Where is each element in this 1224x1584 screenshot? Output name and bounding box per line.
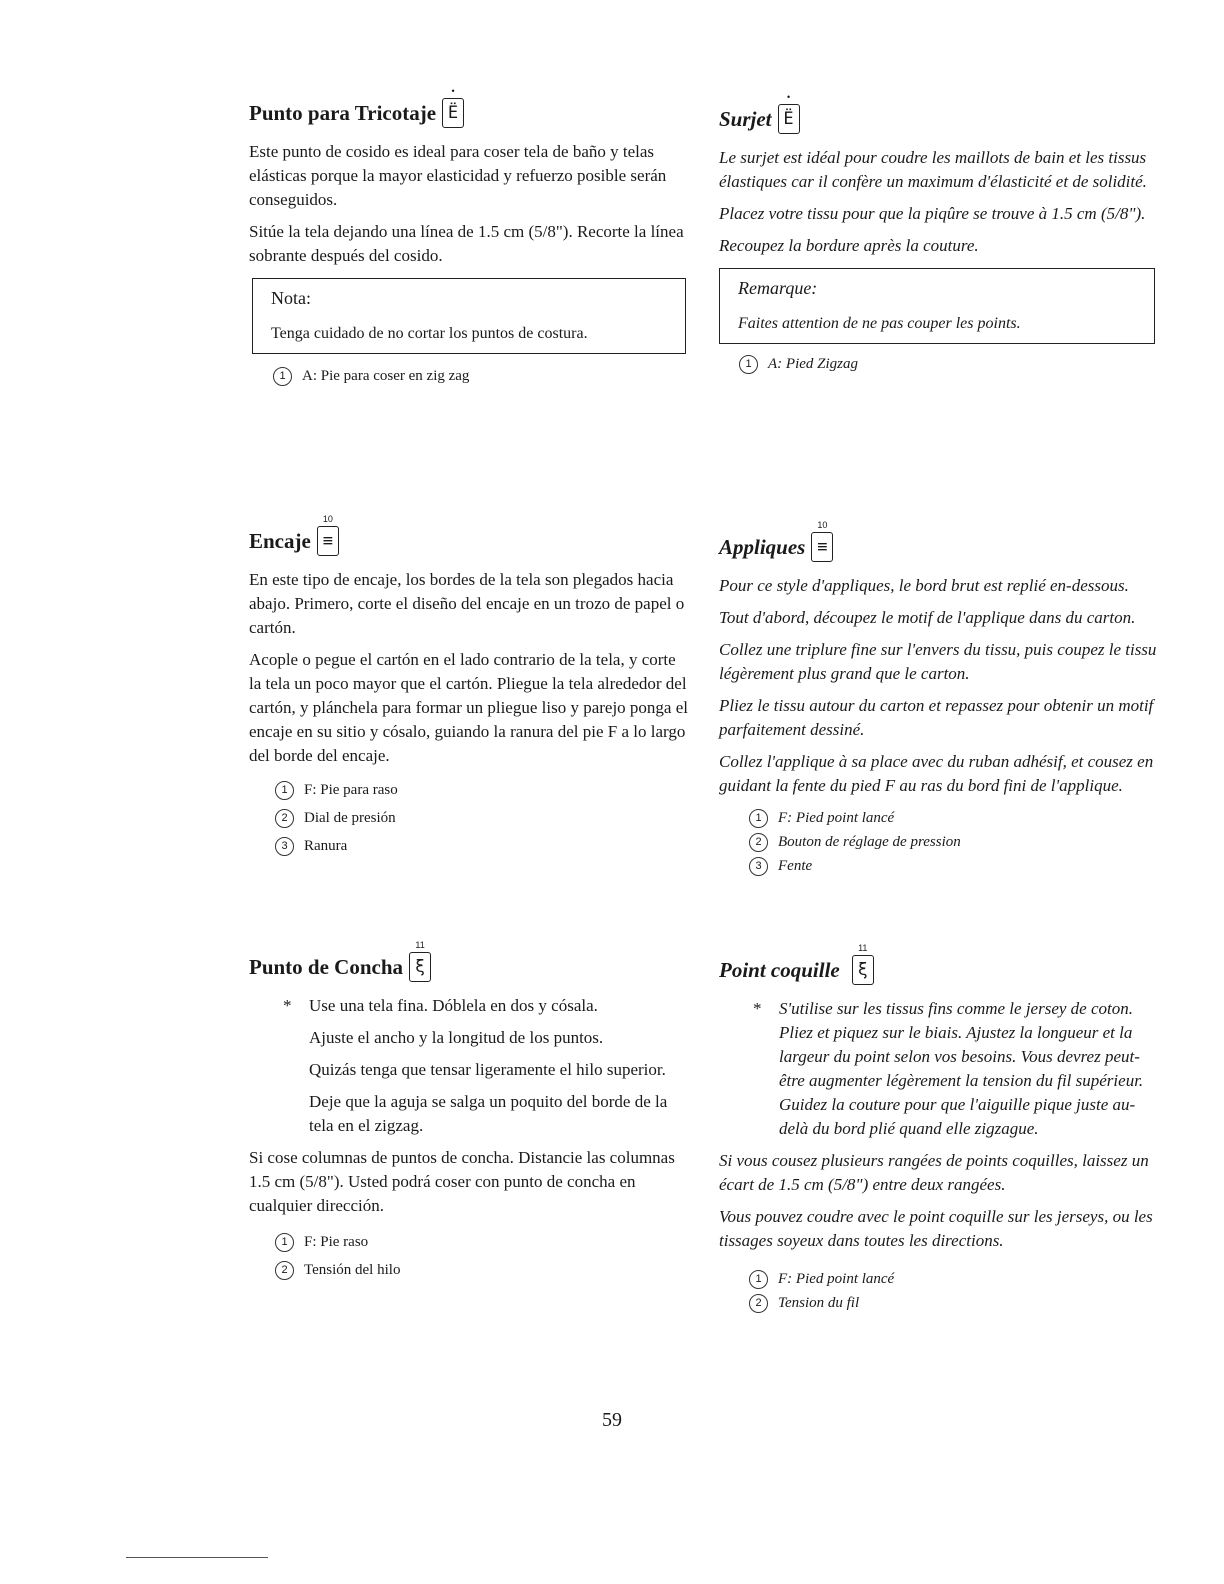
bullet-star: * (283, 996, 292, 1015)
part-item (739, 352, 1159, 376)
coquille-bullet-1: S'utilise sur les tissus fins comme le jersey de coton. Pliez et piquez sur le biais. Ajustez la longueur et la largeur du point selon vos besoins. Vous devrez peut-être augmenter légèrement la tension du fil supérieur. Guidez la couture pour que l'aiguille pique juste au-delà du bord plié quand elle zigzague. (779, 999, 1144, 1138)
heading-appliques-text: Appliques (719, 535, 806, 559)
part-item (275, 776, 689, 804)
coquille-bullet-block (719, 997, 1159, 1141)
part-label: Dial de presión (304, 810, 396, 826)
heading-concha (249, 940, 689, 982)
circled-number: 2 (749, 833, 768, 852)
surjet-paragraph-1: Le surjet est idéal pour coudre les maillots de bain et les tissus élastiques car il confère un maximum d'élasticité et de solidité. (719, 148, 1147, 191)
concha-parts-list (249, 1228, 689, 1284)
note-box-es (252, 278, 686, 354)
satin-stitch-icon: 10 ≡ (317, 526, 339, 556)
encaje-paragraph-1: En este tipo de encaje, los bordes de la tela son plegados hacia abajo. Primero, corte el diseño del encaje en un trozo de papel o cartón. (249, 570, 685, 637)
section-encaje (249, 514, 689, 860)
part-item (275, 1228, 689, 1256)
note-body-fr: Faites attention de ne pas couper les points. (738, 315, 1021, 332)
circled-number: 1 (273, 367, 292, 386)
part-item (749, 854, 1159, 878)
appliques-paragraph-2: Tout d'abord, découpez le motif de l'applique dans du carton. (719, 608, 1136, 627)
part-item (749, 1267, 1159, 1291)
concha-bullet-block (249, 994, 689, 1138)
part-label: A: Pied Zigzag (768, 356, 858, 372)
part-item (275, 832, 689, 860)
part-label: F: Pied point lancé (778, 1271, 895, 1287)
heading-concha-text: Punto de Concha (249, 955, 404, 979)
surjet-paragraph-3: Recoupez la bordure après la couture. (719, 236, 979, 255)
shell-tuck-stitch-icon: 11 ξ (852, 955, 874, 985)
part-label: Tensión del hilo (304, 1262, 401, 1278)
part-label: F: Pie para raso (304, 782, 398, 798)
appliques-paragraph-3: Collez une triplure fine sur l'envers du tissu, puis coupez le tissu légèrement plus grand que le carton. (719, 640, 1157, 683)
heading-coquille (719, 943, 1159, 985)
coquille-paragraph-1: Si vous cousez plusieurs rangées de points coquilles, laissez un écart de 1.5 cm (5/8") entre deux rangées. (719, 1151, 1149, 1194)
circled-number: 1 (739, 355, 758, 374)
part-label: Fente (778, 858, 813, 874)
coquille-paragraph-2: Vous pouvez coudre avec le point coquille sur les jerseys, ou les tissages soyeux dans toutes les directions. (719, 1207, 1153, 1250)
part-item (275, 1256, 689, 1284)
note-title-fr: Remarque: (738, 278, 818, 298)
heading-tricotaje-text: Punto para Tricotaje (249, 101, 437, 125)
appliques-parts-list (719, 806, 1159, 878)
part-item (749, 830, 1159, 854)
surjet-parts-list (719, 352, 1159, 376)
section-appliques (719, 520, 1159, 878)
part-item (749, 806, 1159, 830)
concha-paragraph-1: Si cose columnas de puntos de concha. Distancie las columnas 1.5 cm (5/8"). Usted podrá coser con punto de concha en cualquier dirección. (249, 1148, 675, 1215)
overlock-stitch-icon: • Ë (778, 104, 800, 134)
circled-number: 1 (749, 809, 768, 828)
part-label: F: Pied point lancé (778, 810, 895, 826)
section-tricotaje (249, 86, 689, 390)
heading-coquille-text: Point coquille (719, 958, 840, 982)
part-label: A: Pie para coser en zig zag (302, 368, 470, 384)
heading-encaje (249, 514, 689, 556)
circled-number: 3 (749, 857, 768, 876)
part-label: Tension du fil (778, 1295, 860, 1311)
circled-number: 1 (749, 1270, 768, 1289)
heading-tricotaje (249, 86, 689, 128)
note-title-es: Nota: (271, 288, 311, 308)
page-number: 59 (602, 1409, 622, 1431)
appliques-paragraph-5: Collez l'applique à sa place avec du ruban adhésif, et cousez en guidant la fente du pied F au ras du bord fini de l'applique. (719, 752, 1154, 795)
tricotaje-paragraph-2: Sitúe la tela dejando una línea de 1.5 cm (5/8"). Recorte la línea sobrante después del cosido. (249, 222, 684, 265)
concha-bullet-2: Ajuste el ancho y la longitud de los puntos. (309, 1028, 604, 1047)
section-surjet (719, 92, 1159, 376)
part-label: Ranura (304, 838, 348, 854)
circled-number: 2 (275, 809, 294, 828)
circled-number: 2 (275, 1261, 294, 1280)
part-label: Bouton de réglage de pression (778, 834, 961, 850)
heading-encaje-text: Encaje (249, 529, 311, 553)
bullet-star: * (753, 999, 762, 1018)
note-box-fr (719, 268, 1155, 344)
surjet-paragraph-2: Placez votre tissu pour que la piqûre se trouve à 1.5 cm (5/8"). (719, 204, 1146, 223)
concha-bullet-3: Quizás tenga que tensar ligeramente el hilo superior. (309, 1060, 666, 1079)
circled-number: 1 (275, 781, 294, 800)
part-item (749, 1291, 1159, 1315)
appliques-paragraph-1: Pour ce style d'appliques, le bord brut est replié en-dessous. (719, 576, 1129, 595)
footer-divider (126, 1557, 268, 1558)
part-label: F: Pie raso (304, 1234, 369, 1250)
part-item (273, 362, 689, 390)
section-concha (249, 940, 689, 1284)
stretch-stitch-icon: • Ë (442, 98, 464, 128)
circled-number: 2 (749, 1294, 768, 1313)
concha-bullet-1: Use una tela fina. Dóblela en dos y cósala. (309, 996, 598, 1015)
heading-surjet-text: Surjet (719, 107, 772, 131)
heading-surjet (719, 92, 1159, 134)
encaje-paragraph-2: Acople o pegue el cartón en el lado contrario de la tela, y corte la tela un poco mayor que el cartón. Pliegue la tela alrededor del cartón, y plánchela para formar un pliegue liso y parejo ponga el encaje en su sitio y cósalo, guiando la ranura del pie F a lo largo del borde del encaje. (249, 650, 688, 765)
circled-number: 1 (275, 1233, 294, 1252)
circled-number: 3 (275, 837, 294, 856)
shell-stitch-icon: 11 ξ (409, 952, 431, 982)
note-body-es: Tenga cuidado de no cortar los puntos de costura. (271, 325, 588, 342)
part-item (275, 804, 689, 832)
applique-stitch-icon: 10 ≡ (811, 532, 833, 562)
tricotaje-paragraph-1: Este punto de cosido es ideal para coser tela de baño y telas elásticas porque la mayor elasticidad y refuerzo posible serán conseguidos. (249, 142, 667, 209)
tricotaje-parts-list (249, 362, 689, 390)
section-coquille (719, 943, 1159, 1315)
concha-bullet-4: Deje que la aguja se salga un poquito del borde de la tela en el zigzag. (309, 1092, 668, 1135)
coquille-parts-list (719, 1267, 1159, 1315)
heading-appliques (719, 520, 1159, 562)
appliques-paragraph-4: Pliez le tissu autour du carton et repassez pour obtenir un motif parfaitement dessiné. (719, 696, 1154, 739)
encaje-parts-list (249, 776, 689, 860)
